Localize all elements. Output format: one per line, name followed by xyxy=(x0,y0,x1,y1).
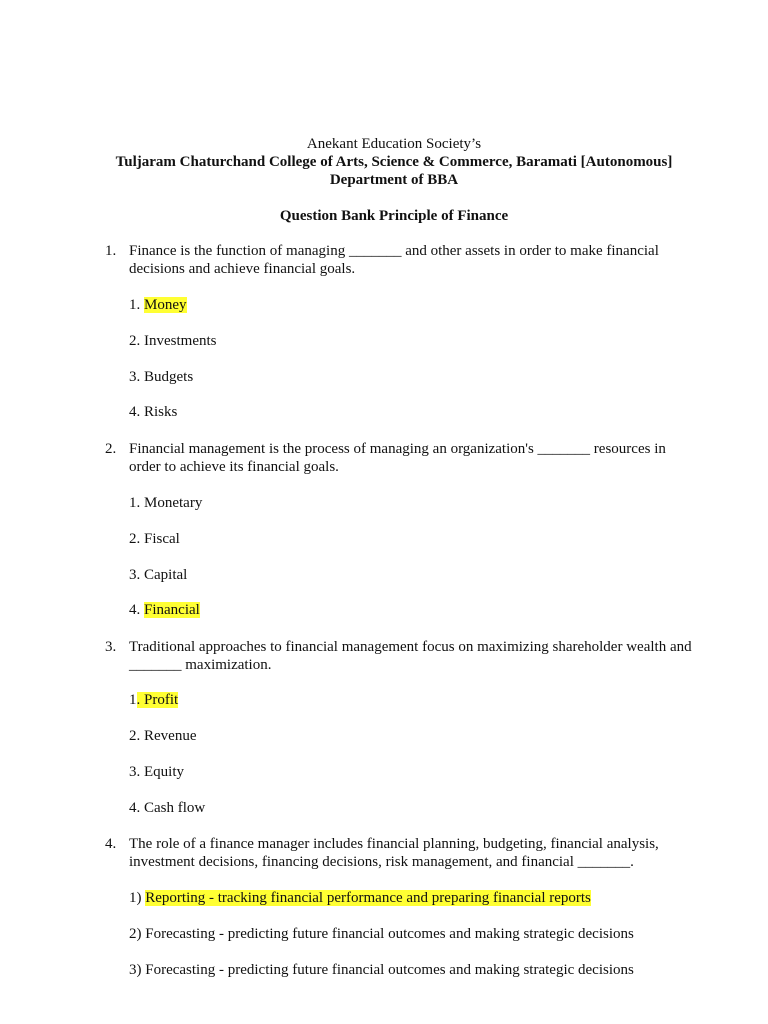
option-item: 2. Fiscal xyxy=(129,531,180,547)
question-number: 4. xyxy=(105,836,117,852)
question-number: 3. xyxy=(105,639,117,655)
question-number: 1. xyxy=(105,243,117,259)
college-name: Tuljaram Chaturchand College of Arts, Science & Commerce, Baramati [Autonomous] xyxy=(115,154,673,170)
document-title: Question Bank Principle of Finance xyxy=(279,208,509,224)
question-text-line1: Finance is the function of managing _______ and other assets in order to make financial xyxy=(129,243,659,259)
society-name: Anekant Education Society’s xyxy=(306,136,482,152)
answer-highlight: Reporting - tracking financial performance and preparing financial reports xyxy=(145,890,591,906)
option-item: 3. Budgets xyxy=(129,369,194,385)
option-item: 2. Investments xyxy=(129,333,217,349)
option-item: 4. Risks xyxy=(129,404,178,420)
option-item: 3. Capital xyxy=(129,567,188,583)
answer-highlight: Financial xyxy=(144,602,200,618)
department-name: Department of BBA xyxy=(329,172,459,188)
option-item: 3) Forecasting - predicting future financial outcomes and making strategic decisions xyxy=(129,962,634,978)
question-text-line1: The role of a finance manager includes financial planning, budgeting, financial analysis, xyxy=(129,836,659,852)
option-item: 2. Revenue xyxy=(129,728,197,744)
question-text-line2: _______ maximization. xyxy=(129,657,272,673)
option-item: 1. Profit xyxy=(129,692,179,708)
option-item: 4. Financial xyxy=(129,602,200,618)
answer-highlight: Money xyxy=(144,297,187,313)
question-number: 2. xyxy=(105,441,117,457)
option-item: 1. Money xyxy=(129,297,187,313)
question-text-line2: investment decisions, financing decisions, risk management, and financial _______. xyxy=(129,854,634,870)
option-item: 3. Equity xyxy=(129,764,184,780)
question-text-line1: Financial management is the process of managing an organization's _______ resources in xyxy=(129,441,666,457)
answer-highlight: . Profit xyxy=(136,692,179,708)
option-item: 2) Forecasting - predicting future financial outcomes and making strategic decisions xyxy=(129,926,634,942)
option-item: 4. Cash flow xyxy=(129,800,206,816)
question-text-line2: order to achieve its financial goals. xyxy=(129,459,339,475)
question-text-line1: Traditional approaches to financial management focus on maximizing shareholder wealth and xyxy=(129,639,692,655)
option-item: 1. Monetary xyxy=(129,495,203,511)
option-item: 1) Reporting - tracking financial performance and preparing financial reports xyxy=(129,890,591,906)
question-text-line2: decisions and achieve financial goals. xyxy=(129,261,356,277)
